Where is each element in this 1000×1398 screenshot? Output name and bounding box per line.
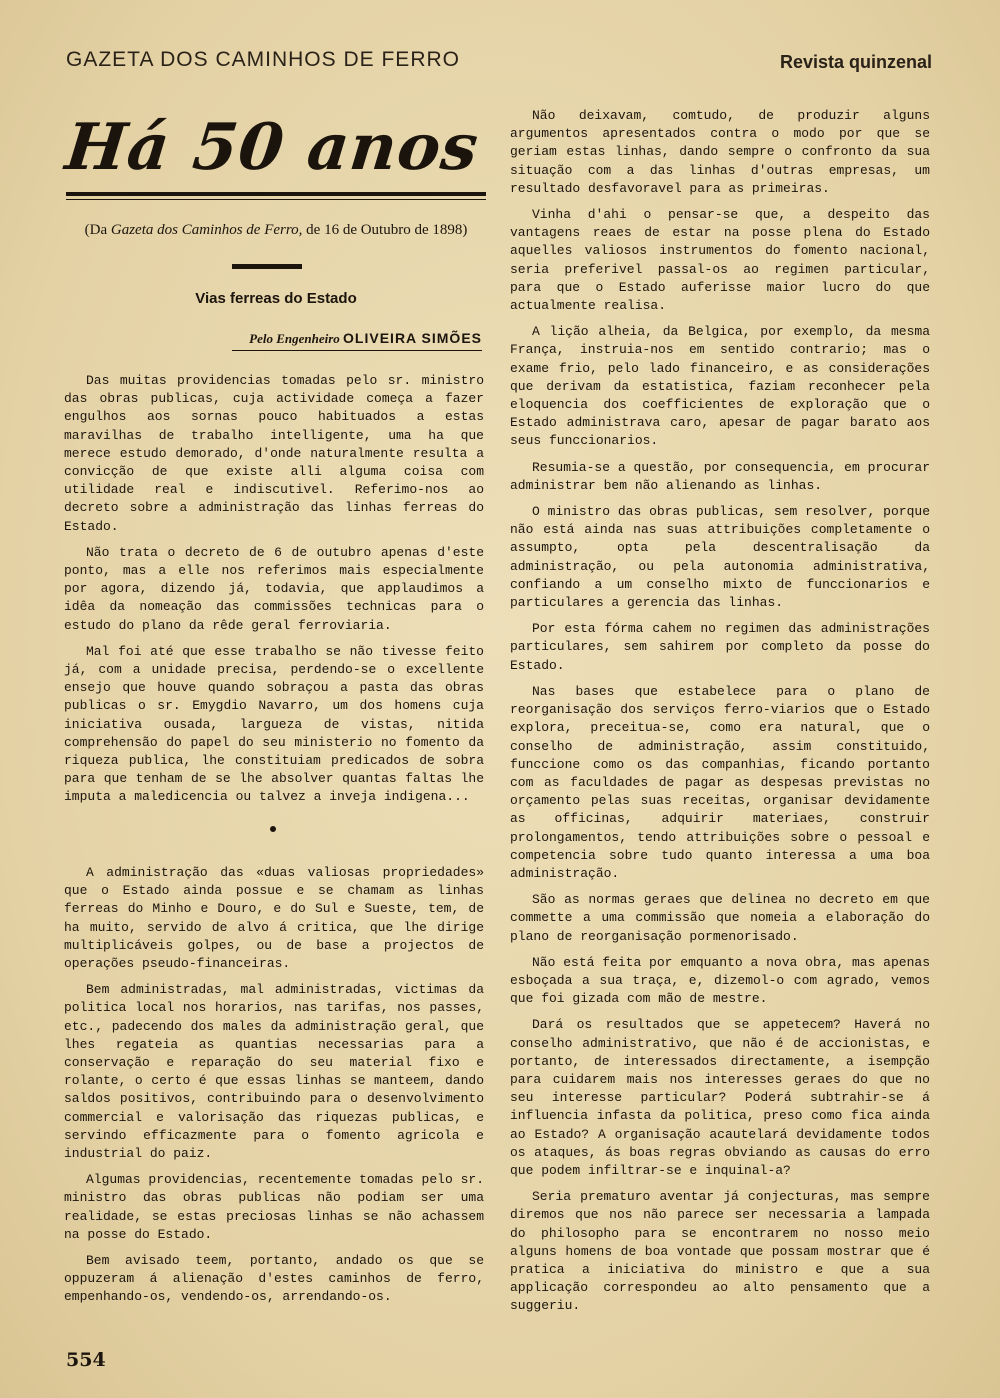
column-1-bottom xyxy=(64,864,484,1315)
byline-prefix: Pelo Engenheiro xyxy=(249,331,340,346)
paragraph: Por esta fórma cahem no regimen das administrações particulares, sem sahirem por completo da posse do Estado. xyxy=(510,621,930,673)
byline xyxy=(66,330,482,347)
publication-frequency: Revista quinzenal xyxy=(779,52,932,72)
paragraph: Vinha d'ahi o pensar-se que, a despeito das vantagens reaes de estar na posse plena do Estado aquelles valiosos instrumentos do fomento nacional, seria preferivel passal-os ao regimen particular, para que o Estado auferisse maior lucro do que actualmente realisa. xyxy=(510,207,930,314)
title-rule-thick xyxy=(66,192,486,196)
paragraph: O ministro das obras publicas, sem resolver, porque não está ainda nas suas attribuições completamente o assumpto, opta pela descentralisação da administração, ou pela autonomia administrativa, confiando a um conselho mixto de funccionarios e particulares a gerencia das linhas. xyxy=(510,504,930,611)
byline-rule xyxy=(232,350,482,351)
paragraph: Dará os resultados que se appetecem? Haverá no conselho administrativo, que não é de accionistas, e portanto, de interessados directamente, a isempção para cuidarem mais nos interesses geraes do que no seu interesse particular? Poderá subtrahir-se á influencia infasta da politica, preso como fica ainda ao Estado? A organisação acautelará devidamente todos os ataques, ás boas regras obviando as causas do erro que podem infiltrar-se e inquinal-a? xyxy=(510,1017,930,1178)
paragraph: Algumas providencias, recentemente tomadas pelo sr. ministro das obras publicas não podiam ser uma realidade, se estas preciosas linhas se não achassem na posse do Estado. xyxy=(64,1172,484,1242)
paragraph: Não deixavam, comtudo, de produzir alguns argumentos apresentados contra o modo por que se geriam estas linhas, dando sempre o confronto da sua situação com a das linhas d'outras empresas, um resultado desfavoravel para as primeiras. xyxy=(510,108,930,196)
source-prefix: (Da xyxy=(84,222,108,238)
paragraph: Bem avisado teem, portanto, andado os que se oppuzeram á alienação d'estes caminhos de ferro, empenhando-os, vendendo-os, arrendando-os. xyxy=(64,1253,484,1305)
section-title: Há 50 anos xyxy=(62,110,483,185)
paragraph: Não trata o decreto de 6 de outubro apenas d'este ponto, mas a elle nos referimos mais especialmente por agora, dizendo já, todavia, que applaudimos a idêa da nomeação das commissões technicas para o estudo do plano da rêde geral ferroviaria. xyxy=(64,544,484,633)
page-number: 554 xyxy=(66,1349,106,1371)
section-dot xyxy=(270,826,276,832)
column-2 xyxy=(510,107,930,1324)
paragraph: A lição alheia, da Belgica, por exemplo, da mesma França, instruia-nos em sentido contrario; mas o exame frio, pelo lado financeiro, e as considerações que derivam da estatistica, faziam reconhecer pela eloquencia dos coefficientes de exploração que o Estado administrava caro, apesar de pagar barato aos seus funccionarios. xyxy=(510,324,930,449)
article-title: Vias ferreas do Estado xyxy=(195,290,357,307)
paragraph: Resumia-se a questão, por consequencia, em procurar administrar bem não alienando as linhas. xyxy=(510,459,930,493)
section-title-block xyxy=(62,108,486,200)
publication-name: GAZETA DOS CAMINHOS DE FERRO xyxy=(66,48,460,71)
separator-bar xyxy=(232,264,302,269)
paragraph: Seria prematuro aventar já conjecturas, mas sempre diremos que nos não parece ser necessaria a lampada do philosopho para se encontrarem no nosso meio alguns homens de boa vontade que possam mostrar que é pratica a iniciativa do ministro e que a sua applicação correspondeu ao alto pensamento que a suggeriu. xyxy=(510,1189,930,1314)
paragraph: São as normas geraes que delinea no decreto em que commette a uma commissão que nomeia a elaboração do plano de reorganisação pormenorisado. xyxy=(510,892,930,944)
paragraph: Mal foi até que esse trabalho se não tivesse feito já, com a unidade precisa, perdendo-se o excellente ensejo que houve quando sobraçou a pasta das obras publicas o sr. Emygdio Navarro, um dos homens cuja iniciativa ousada, largueza de vistas, nitida comprehensão do papel do seu ministerio no fomento da riqueza publica, lhe constituiam predicados de sobra para que tenham de se lhe absolver quantas faltas lhe imputa a maledicencia ou talvez a inveja indigena... xyxy=(64,643,484,805)
paragraph: Bem administradas, mal administradas, victimas da politica local nos horarios, nas tarifas, nos passes, etc., padecendo dos males da administração geral, que lhes regateia as quantias necessarias para a conservação e reparação do seu material fixo e rolante, o certo é que essas linhas se manteem, dando saldos positivos, contribuindo para o desenvolvimento commercial e valorisação das riquezas publicas, e servindo efficazmente para o fomento agricola e industrial do paiz. xyxy=(64,982,484,1162)
author-name: OLIVEIRA SIMÕES xyxy=(343,330,482,346)
paragraph: Nas bases que estabelece para o plano de reorganisação dos serviços ferro-viarios que o Estado explora, preceitua-se, como era natural, que o conselho de administração, assim constituido, funccione como os das companhias, ficando portanto com as faculdades de pagar as despesas previstas no orçamento pelas suas receitas, organisar devidamente as officinas, adquirir materiaes, construir prolongamentos, tendo attribuições sobre o pessoal e competencia sobre tudo quanto interessa a uma boa administração. xyxy=(510,683,930,881)
source-note xyxy=(66,222,486,239)
paragraph: A administração das «duas valiosas propriedades» que o Estado ainda possue e se chamam as linhas ferreas do Minho e Douro, e do Sul e Sueste, tem, de ha muito, servido de alvo á critica, que lhe dirige multiplicáveis golpes, ou de base a projectos de operações pseudo-financeiras. xyxy=(64,865,484,972)
title-rule-thin xyxy=(66,199,486,200)
paragraph: Das muitas providencias tomadas pelo sr. ministro das obras publicas, cuja actividade começa a fazer engulhos aos sornas pouco habituados a estas maravilhas de trabalho intelligente, uma ha que merece estudo demorado, d'onde naturalmente resulta a convicção de que existe alli alguma coisa com utilidade real e indiscutivel. Referimo-nos ao decreto sobre a administração das linhas ferreas do Estado. xyxy=(64,373,484,534)
source-date: de 16 de Outubro de 1898) xyxy=(306,222,468,238)
column-1-top xyxy=(64,372,484,815)
paragraph: Não está feita por emquanto a nova obra, mas apenas esboçada a sua traça, e, dizemol-o com agrado, vemos que foi gizada com mão de mestre. xyxy=(510,954,930,1007)
source-publication: Gazeta dos Caminhos de Ferro, xyxy=(110,222,303,238)
